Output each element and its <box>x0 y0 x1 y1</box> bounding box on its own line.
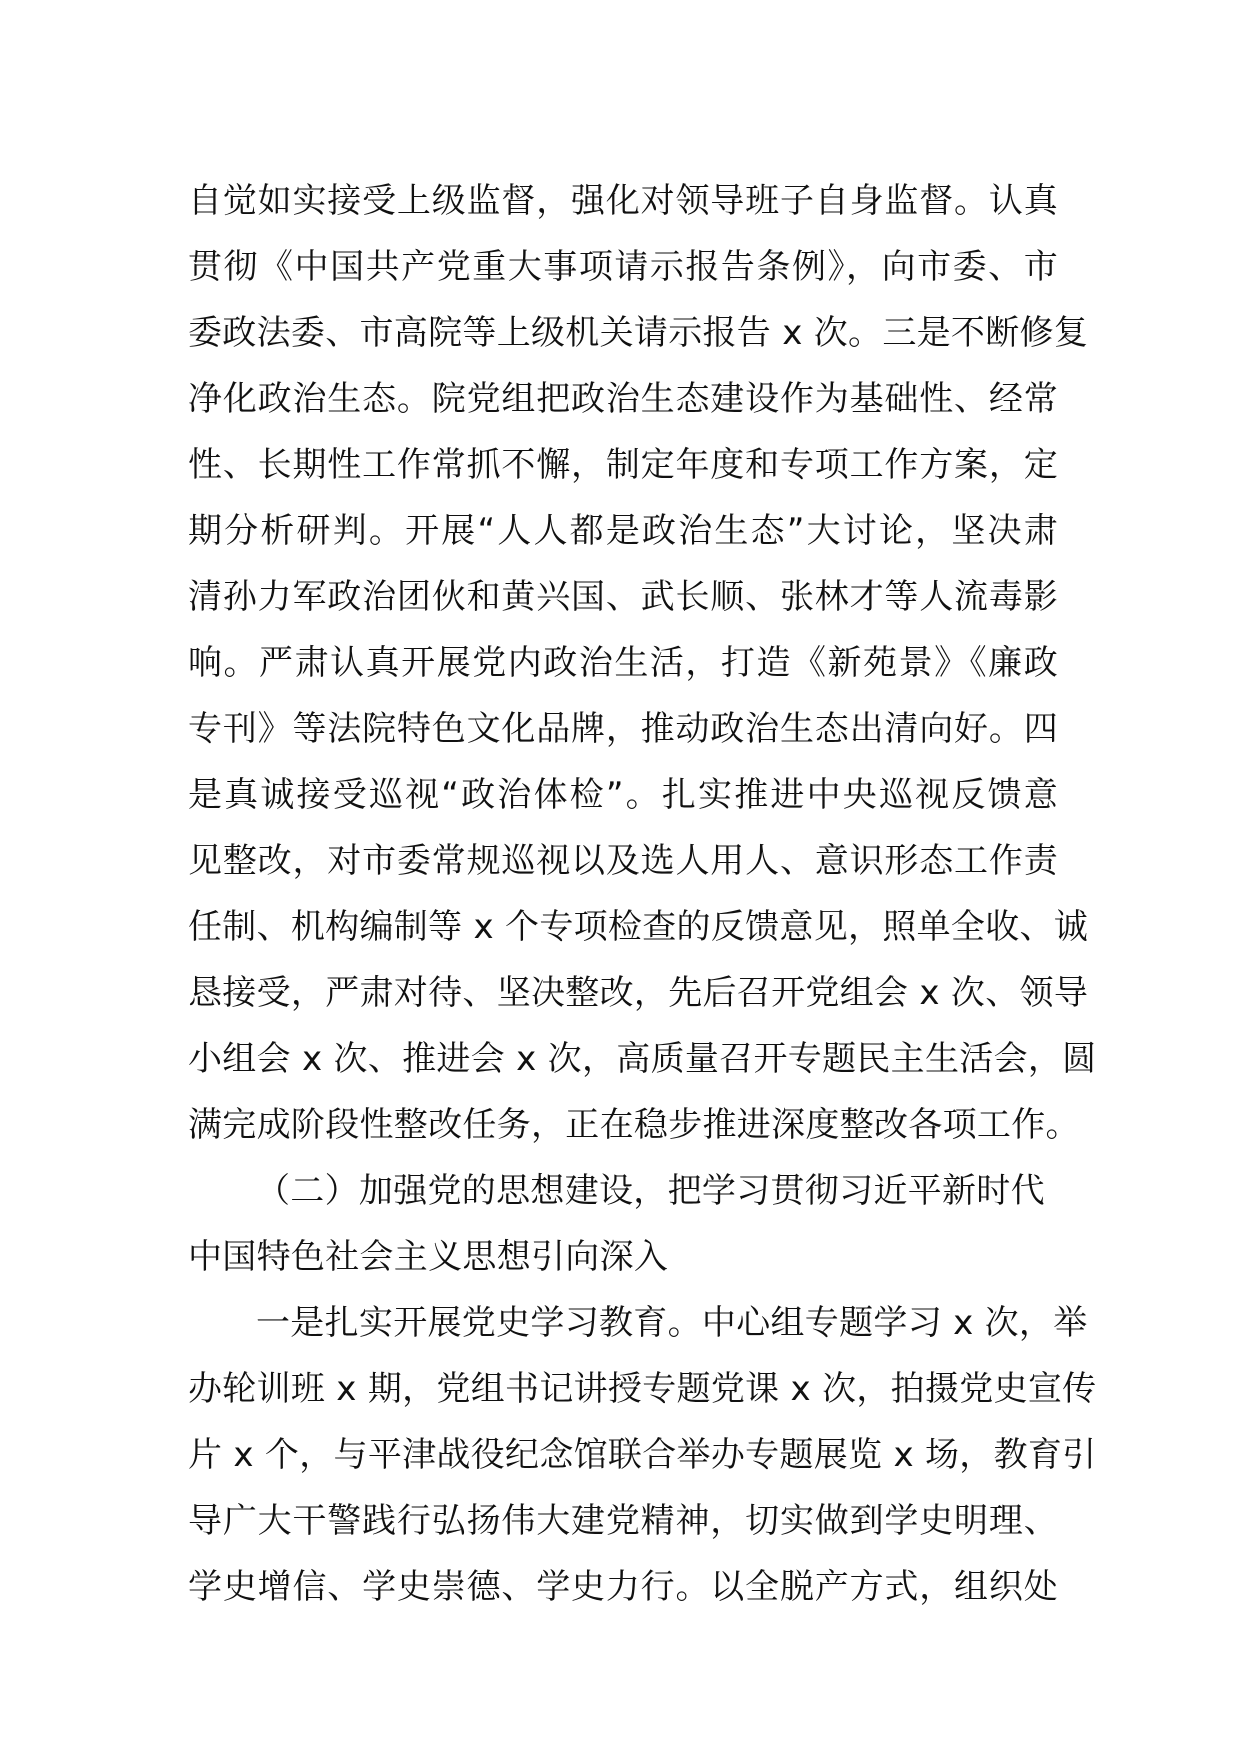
text-line: 自觉如实接受上级监督，强化对领导班子自身监督。认真 <box>188 181 1058 221</box>
text-line: 小组会 x 次、推进会 x 次，高质量召开专题民主生活会，圆 <box>188 1039 1097 1079</box>
paragraph-supervision <box>188 168 1097 1158</box>
text-line: 导广大干警践行弘扬伟大建党精神，切实做到学史明理、 <box>188 1501 1058 1541</box>
text-line: 性、长期性工作常抓不懈，制定年度和专项工作方案，定 <box>188 445 1058 485</box>
text-line: 恳接受，严肃对待、坚决整改，先后召开党组会 x 次、领导 <box>188 973 1089 1013</box>
text-line: 满完成阶段性整改任务，正在稳步推进深度整改各项工作。 <box>188 1105 1080 1145</box>
text-line: 贯彻《中国共产党重大事项请示报告条例》，向市委、市 <box>188 247 1058 287</box>
text-line: 见整改，对市委常规巡视以及选人用人、意识形态工作责 <box>188 841 1058 881</box>
heading-line: （二）加强党的思想建设，把学习贯彻习近平新时代 <box>256 1171 1045 1211</box>
paragraph-party-history <box>188 1290 1097 1620</box>
text-line: 一是扎实开展党史学习教育。中心组专题学习 x 次，举 <box>256 1303 1088 1343</box>
text-line: 办轮训班 x 期，党组书记讲授专题党课 x 次，拍摄党史宣传 <box>188 1369 1097 1409</box>
text-line: 净化政治生态。院党组把政治生态建设作为基础性、经常 <box>188 379 1058 419</box>
text-line: 专刊》等法院特色文化品牌，推动政治生态出清向好。四 <box>188 709 1058 749</box>
section-heading <box>188 1158 1058 1290</box>
document-body <box>188 168 1097 1620</box>
text-line: 委政法委、市高院等上级机关请示报告 x 次。三是不断修复 <box>188 313 1089 353</box>
text-line: 任制、机构编制等 x 个专项检查的反馈意见，照单全收、诚 <box>188 907 1089 947</box>
text-line: 响。严肃认真开展党内政治生活，打造《新苑景》《廉政 <box>188 643 1058 683</box>
text-line: 清孙力军政治团伙和黄兴国、武长顺、张林才等人流毒影 <box>188 577 1058 617</box>
heading-line: 中国特色社会主义思想引向深入 <box>188 1237 669 1277</box>
text-line: 是真诚接受巡视“政治体检”。扎实推进中央巡视反馈意 <box>188 775 1058 815</box>
text-line: 期分析研判。开展“人人都是政治生态”大讨论，坚决肃 <box>188 511 1058 551</box>
text-line: 学史增信、学史崇德、学史力行。以全脱产方式，组织处 <box>188 1567 1058 1607</box>
text-line: 片 x 个，与平津战役纪念馆联合举办专题展览 x 场，教育引 <box>188 1435 1097 1475</box>
